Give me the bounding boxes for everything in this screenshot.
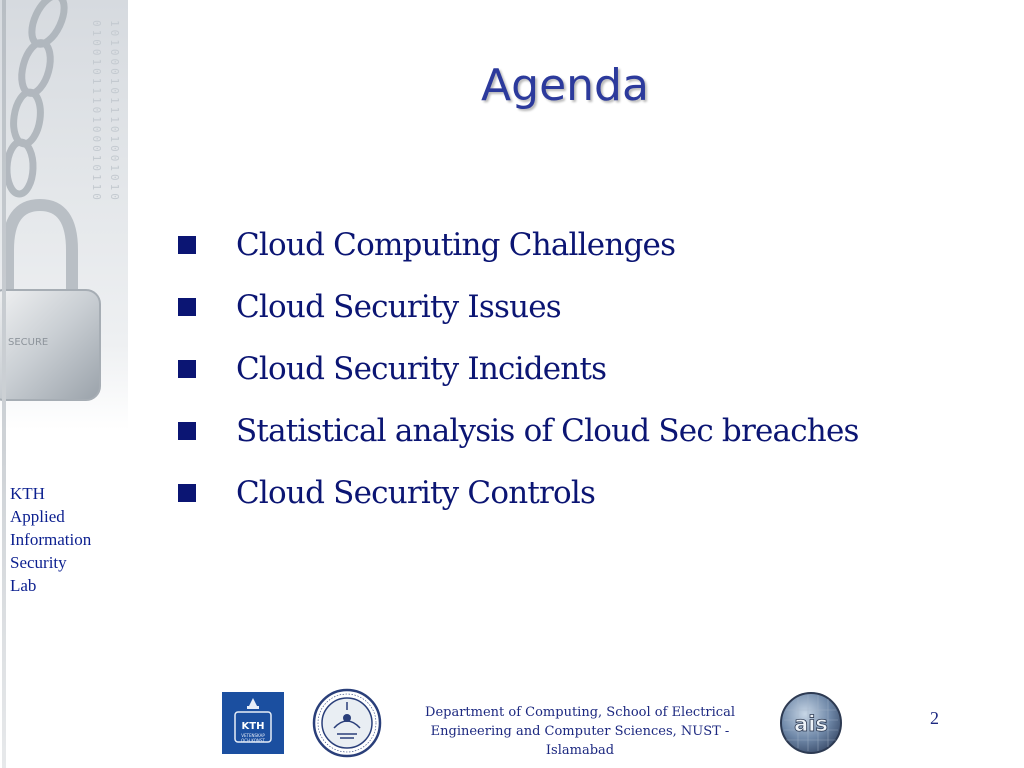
agenda-item bbox=[178, 276, 859, 338]
lab-line: Information bbox=[10, 530, 92, 549]
slide-title: Agenda bbox=[481, 60, 649, 111]
lab-line: Applied bbox=[10, 507, 65, 526]
page-number: 2 bbox=[930, 708, 939, 728]
lab-line: Security bbox=[10, 553, 67, 572]
svg-text:SECURE: SECURE bbox=[8, 337, 49, 348]
nust-seal-icon bbox=[312, 688, 382, 758]
agenda-item bbox=[178, 400, 859, 462]
agenda-item bbox=[178, 338, 859, 400]
department-line: Department of Computing, School of Electrical bbox=[425, 705, 735, 720]
department-line: Engineering and Computer Sciences, NUST - bbox=[430, 724, 730, 739]
svg-text:ais: ais bbox=[794, 712, 828, 736]
agenda-item-label: Statistical analysis of Cloud Sec breaches bbox=[236, 413, 859, 449]
agenda-item bbox=[178, 462, 859, 524]
svg-text:OCH KONST: OCH KONST bbox=[241, 738, 265, 743]
agenda-item-label: Cloud Security Incidents bbox=[236, 351, 607, 387]
agenda-list bbox=[178, 214, 859, 524]
agenda-item bbox=[178, 214, 859, 276]
binary-pattern: 1010001011101001010 bbox=[108, 20, 121, 203]
svg-text:VETENSKAP: VETENSKAP bbox=[241, 733, 265, 738]
lab-line: Lab bbox=[10, 576, 37, 595]
agenda-item-label: Cloud Security Issues bbox=[236, 289, 561, 325]
ais-logo-icon bbox=[778, 690, 844, 756]
binary-pattern: 0100101110100010110 bbox=[90, 20, 103, 203]
lab-name bbox=[10, 482, 125, 597]
square-bullet-icon bbox=[178, 484, 196, 502]
agenda-item-label: Cloud Security Controls bbox=[236, 475, 596, 511]
square-bullet-icon bbox=[178, 360, 196, 378]
department-line: Islamabad bbox=[545, 743, 615, 758]
square-bullet-icon bbox=[178, 422, 196, 440]
department-footer bbox=[410, 703, 750, 760]
svg-text:KTH: KTH bbox=[241, 721, 265, 732]
side-rule bbox=[2, 0, 6, 768]
lab-line: KTH bbox=[10, 484, 45, 503]
square-bullet-icon bbox=[178, 236, 196, 254]
kth-logo-icon bbox=[222, 692, 284, 754]
square-bullet-icon bbox=[178, 298, 196, 316]
agenda-item-label: Cloud Computing Challenges bbox=[236, 227, 676, 263]
